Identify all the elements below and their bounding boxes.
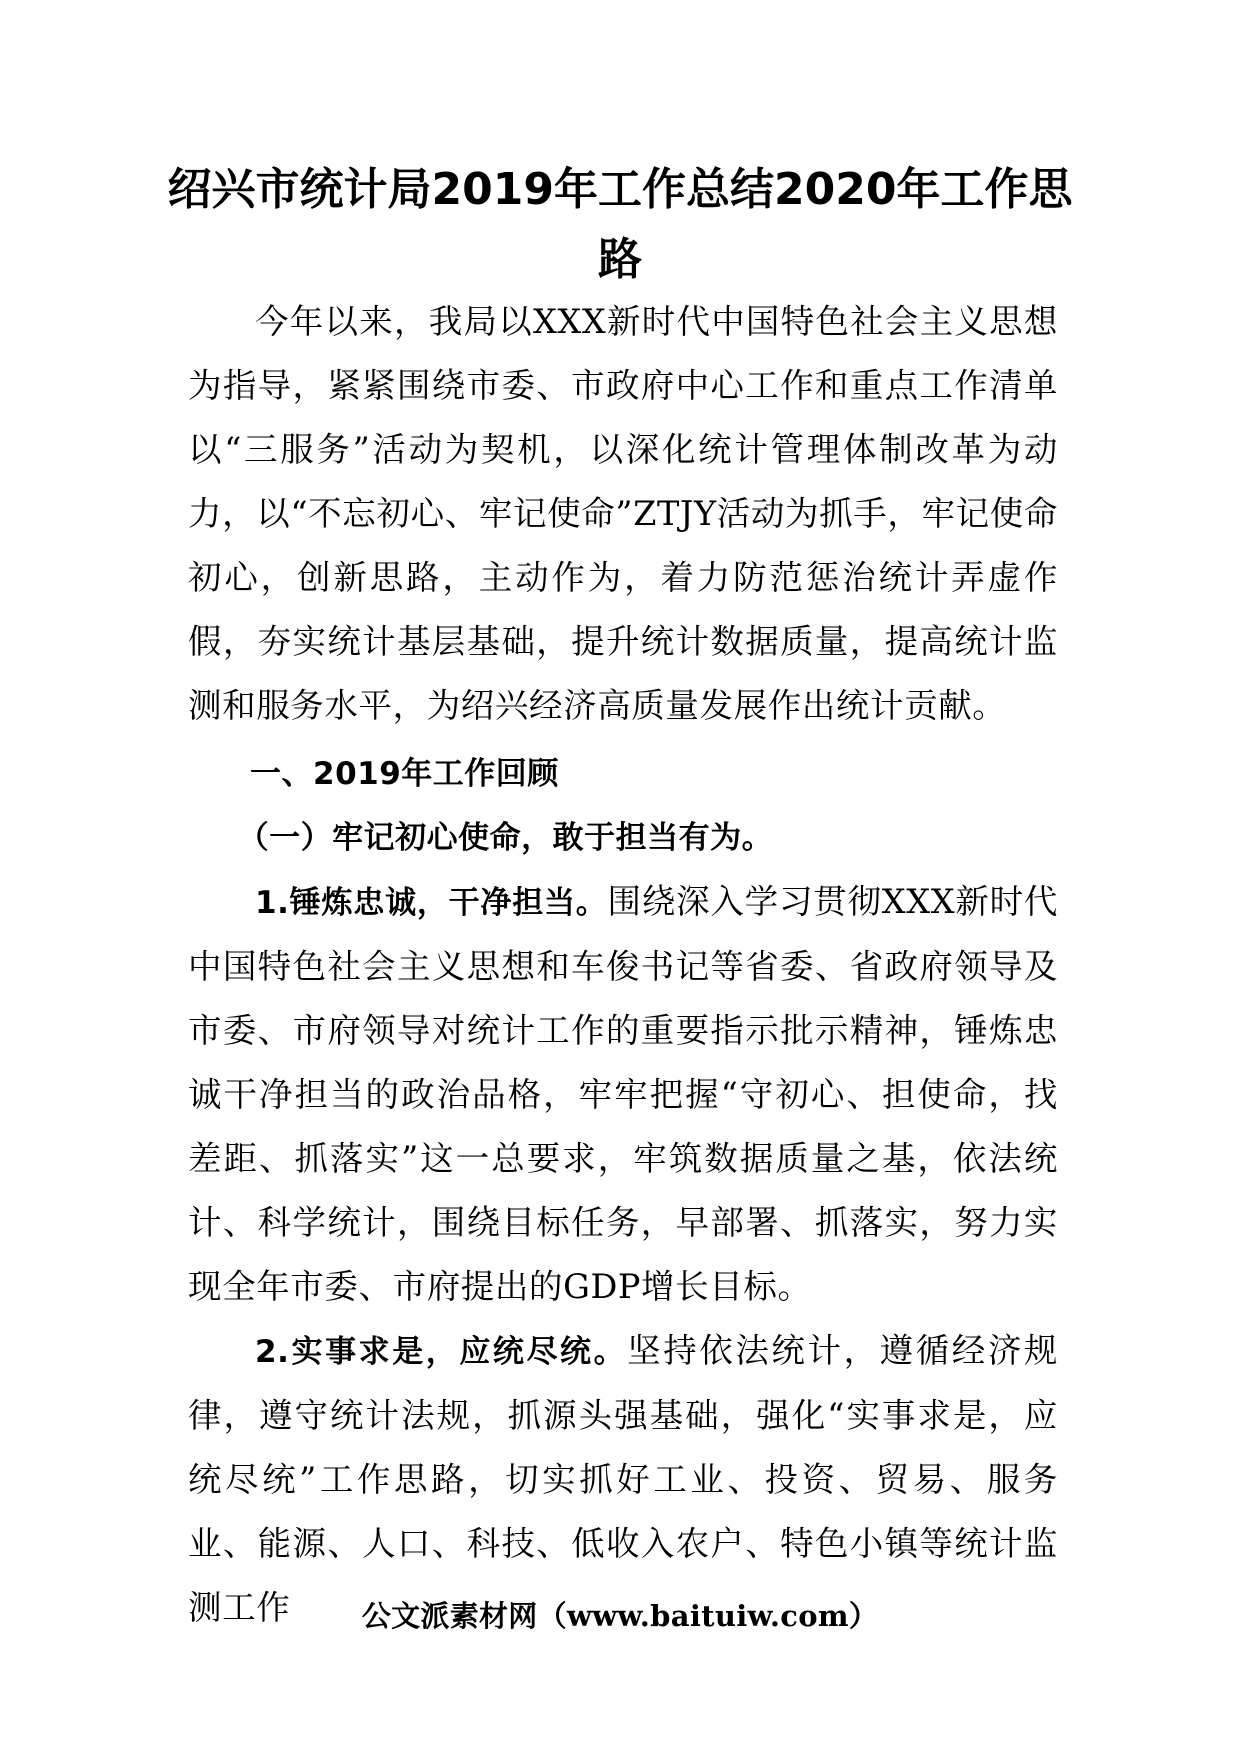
item-2-paragraph [188,1319,1058,1640]
item-1-body: 围绕深入学习贯彻XXX新时代中国特色社会主义思想和车俊书记等省委、省政府领导及市委、市府领导对统计工作的重要指示批示精神，锤炼忠诚干净担当的政治品格，牢牢把握“守初心、担使命，找差距、抓落实”这一总要求，牢筑数据质量之基，依法统计、科学统计，围绕目标任务，早部署、抓落实，努力实现全年市委、市府提出的GDP增长目标。 [188,882,1058,1306]
item-2-body: 坚持依法统计，遵循经济规律，遵守统计法规，抓源头强基础，强化“实事求是，应统尽统”工作思路，切实抓好工业、投资、贸易、服务业、能源、人口、科技、低收入农户、特色小镇等统计监测工作 [188,1331,1058,1627]
footer-watermark: 公文派素材网（www.baituiw.com） [361,1599,879,1633]
document-body [188,290,1058,1640]
item-2-lead: 2.实事求是，应统尽统。 [255,1334,628,1370]
intro-paragraph: 今年以来，我局以XXX新时代中国特色社会主义思想为指导，紧紧围绕市委、市政府中心工作和重点工作清单以“三服务”活动为契机，以深化统计管理体制改革为动力，以“不忘初心、牢记使命”ZTJY活动为抓手，牢记使命初心，创新思路，主动作为，着力防范惩治统计弄虚作假，夯实统计基层基础，提升统计数据质量，提高统计监测和服务水平，为绍兴经济高质量发展作出统计贡献。 [188,302,1058,725]
section-heading: 一、2019年工作回顾 [250,756,559,792]
subsection-heading: （一）牢记初心使命，敢于担当有为。 [237,820,774,856]
item-1-lead: 1.锤炼忠诚，干净担当。 [255,885,608,921]
item-1-paragraph [188,870,1058,1319]
document-title: 绍兴市统计局2019年工作总结2020年工作思路 [167,164,1073,285]
